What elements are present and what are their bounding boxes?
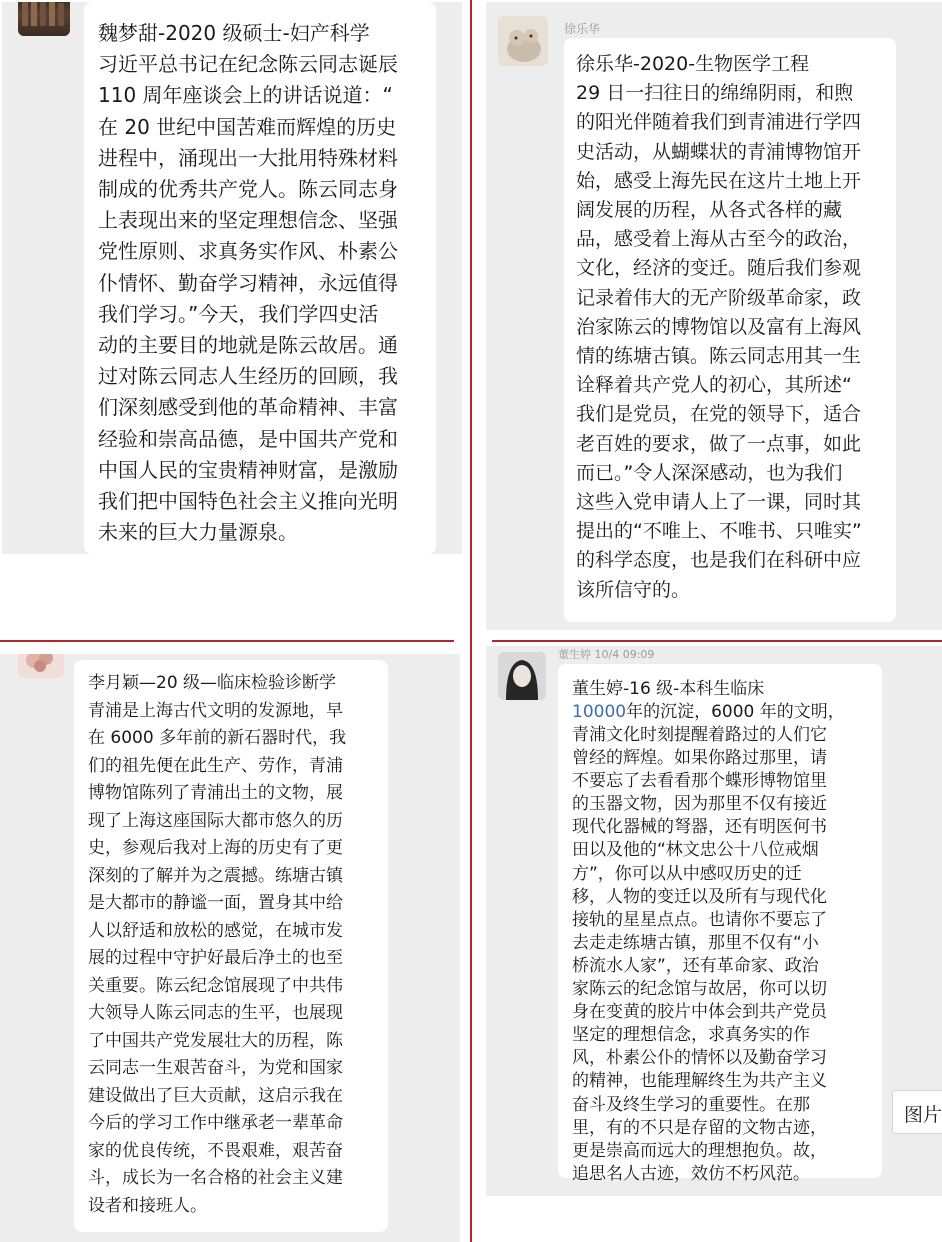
avatar-flower-icon xyxy=(18,654,64,678)
vertical-divider xyxy=(470,0,472,1242)
second-line-rest: 年的沉淀，6000 年的文明， xyxy=(626,702,845,722)
chat-panel-top-left xyxy=(2,2,462,554)
image-label-box[interactable] xyxy=(892,1090,942,1134)
message-second-line xyxy=(572,701,845,724)
message-text: 李月颖—20 级—临床检验诊断学 青浦是上海古代文明的发源地，早 在 6000 多年前的新石器时代，我 们的祖先便在此生产、劳作，青浦 博物馆陈列了青浦出土的文物，展 现了上海这座国际大都市悠久的历 史，参观后我对上海的历史有了更 深刻的了解并为之震撼。练塘古镇 是大都市的静谧一面，置身其中给 人以舒适和放松的感觉，在城市发 展的过程中守护好最后净土的也至 关重要。陈云纪念馆展现了中共伟 大领导人陈云同志的生平，也展现 了中国共产党发展壮大的历程，陈 云同志一生艰苦奋斗，为党和国家 建设做出了巨大贡献，这启示我在 今后的学习工作中继承老一辈革命 家的优良传统，不畏艰难，艰苦奋 斗，成长为一名合格的社会主义建 设者和接班人。 xyxy=(88,673,347,1216)
chat-panel-bottom-right xyxy=(486,646,942,1196)
user-avatar[interactable] xyxy=(18,654,64,678)
user-avatar[interactable] xyxy=(18,2,70,36)
message-text: 魏梦甜-2020 级硕士-妇产科学 习近平总书记在纪念陈云同志诞辰 110 周年座谈会上的讲话说道：“ 在 20 世纪中国苦难而辉煌的历史 进程中，涌现出一大批用特殊材料 制成的优秀共产党人。陈云同志身 上表现出来的坚定理想信念、坚强 党性原则、求真务实作风、朴素公 仆情怀、勤奋学习精神，永远值得 我们学习。”今天，我们学四史活 动的主要目的地就是陈云故居。通 过对陈云同志人生经历的回顾，我 们深刻感受到他的革命精神、丰富 经验和崇高品德，是中国共产党和 中国人民的宝贵精神财富，是激励 我们把中国特色社会主义推向光明 未来的巨大力量源泉。 xyxy=(98,21,398,545)
sender-name: 董生婷 10/4 09:09 xyxy=(558,648,655,661)
chat-panel-top-right xyxy=(486,2,942,630)
message-first-line: 董生婷-16 级-本科生临床 xyxy=(572,679,765,699)
message-bubble[interactable] xyxy=(558,664,882,1184)
horizontal-divider xyxy=(0,640,454,642)
message-text: 青浦文化时刻提醒着路过的人们它 曾经的辉煌。如果你路过那里，请 不要忘了去看看那个蝶形博物馆里 的玉器文物，因为那里不仅有接近 现代化器械的弩器，还有明医何书 田以及他的“林文忠公十八位戒烟 方”，你可以从中感叹历史的迁 移，人物的变迁以及所有与现代化 接轨的星星点点。也请你不要忘了 去走走练塘古镇，那里不仅有“小 桥流水人家”，还有革命家、政治 家陈云的纪念馆与故居，你可以切 身在变黄的胶片中体会到共产党员 坚定的理想信念，求真务实的作 风，朴素公仆的情怀以及勤奋学习 的精神，也能理解终生为共产主义 奋斗及终生学习的重要性。在那 里，有的不只是存留的文物古迹， 更是崇高而远大的理想抱负。故， 追思名人古迹，效仿不朽风范。 xyxy=(572,725,827,1184)
avatar-animal-icon xyxy=(498,16,548,66)
message-bubble[interactable] xyxy=(84,2,436,554)
message-bubble[interactable] xyxy=(564,38,896,622)
message-text: 徐乐华-2020-生物医学工程 29 日一扫往日的绵绵阴雨，和煦 的阳光伴随着我们到青浦进行学四 史活动，从蝴蝶状的青浦博物馆开 始，感受上海先民在这片土地上开 阔发展的历程，从各式各样的藏 品，感受着上海从古至今的政治， 文化，经济的变迁。随后我们参观 记录着伟大的无产阶级革命家，政 治家陈云的博物馆以及富有上海风 情的练塘古镇。陈云同志用其一生 诠释着共产党人的初心，其所述“ 我们是党员，在党的领导下，适合 老百姓的要求，做了一点事，如此 而已。”令人深深感动，也为我们 这些入党申请人上了一课，同时其 提出的“不唯上、不唯书、只唯实” 的科学态度，也是我们在科研中应 该所信守的。 xyxy=(576,53,862,601)
message-bubble[interactable] xyxy=(74,660,388,1232)
user-avatar[interactable] xyxy=(498,652,546,700)
sender-name: 徐乐华 xyxy=(564,22,601,36)
horizontal-divider xyxy=(492,640,942,642)
avatar-photo-icon xyxy=(18,2,70,36)
avatar-portrait-icon xyxy=(498,652,546,700)
user-avatar[interactable] xyxy=(498,16,548,66)
highlighted-number-link[interactable]: 10000 xyxy=(572,702,627,722)
chat-panel-bottom-left xyxy=(0,654,460,1242)
image-label-text: 图片 xyxy=(904,1104,942,1126)
